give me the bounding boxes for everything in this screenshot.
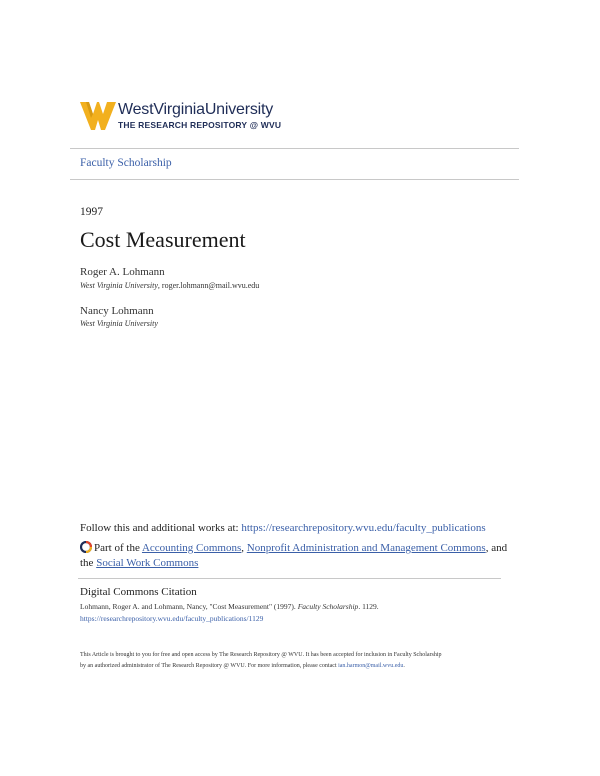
citation-text xyxy=(80,602,379,611)
part-of-separator: , xyxy=(241,542,247,554)
nonprofit-commons-link[interactable]: Nonprofit Administration and Management Commons xyxy=(246,542,486,554)
follow-label: Follow this and additional works at: xyxy=(80,522,242,534)
notice-line2-prefix: by an authorized administrator of The Research Repository @ WVU. For more information, please contact xyxy=(80,663,339,669)
follow-line xyxy=(80,522,486,534)
social-work-commons-link[interactable]: Social Work Commons xyxy=(96,557,199,569)
part-of-line2-prefix: the xyxy=(80,557,97,569)
access-notice xyxy=(80,650,442,672)
citation-prefix: Lohmann, Roger A. and Lohmann, Nancy, "Cost Measurement" (1997). xyxy=(80,602,298,611)
citation-heading: Digital Commons Citation xyxy=(80,586,197,598)
citation-journal: Faculty Scholarship xyxy=(297,602,359,611)
part-of-commons xyxy=(80,541,507,571)
part-of-line-2 xyxy=(80,556,507,571)
author-name: Nancy Lohmann xyxy=(80,305,154,317)
part-of-prefix: Part of the xyxy=(94,542,142,554)
contact-email-link[interactable]: ian.harmon@mail.wvu.edu xyxy=(338,663,404,669)
wvu-flying-wv-icon xyxy=(80,100,116,132)
wvu-logo xyxy=(80,100,300,136)
notice-line-1: This Article is brought to you for free and open access by The Research Repository @ WVU. It has been accepted for inclusion in Faculty Scholarship xyxy=(80,652,442,658)
author-affiliation xyxy=(80,281,259,290)
header-divider-top xyxy=(70,148,519,149)
publication-year: 1997 xyxy=(80,206,103,218)
citation-suffix: . 1129. xyxy=(358,602,379,611)
bepress-network-icon xyxy=(80,541,92,553)
citation-url-link[interactable]: https://researchrepository.wvu.edu/faculty_publications/1129 xyxy=(80,614,264,623)
notice-line-2 xyxy=(80,661,442,672)
repository-url-link[interactable]: https://researchrepository.wvu.edu/faculty_publications xyxy=(241,522,486,534)
author-name: Roger A. Lohmann xyxy=(80,266,165,278)
part-of-separator: , and xyxy=(485,542,508,554)
header-divider-bottom xyxy=(70,179,519,180)
collection-link[interactable]: Faculty Scholarship xyxy=(80,157,172,169)
author-affiliation: West Virginia University xyxy=(80,319,158,328)
citation-divider xyxy=(78,578,501,579)
notice-line2-suffix: . xyxy=(403,663,405,669)
affiliation-text: West Virginia University xyxy=(80,281,158,290)
logo-repository-subtitle: THE RESEARCH REPOSITORY @ WVU xyxy=(118,120,282,130)
accounting-commons-link[interactable]: Accounting Commons xyxy=(141,542,242,554)
article-title: Cost Measurement xyxy=(80,227,246,252)
author-email[interactable]: , roger.lohmann@mail.wvu.edu xyxy=(157,281,260,290)
part-of-line-1 xyxy=(80,541,507,556)
logo-university-name: WestVirginiaUniversity xyxy=(118,101,274,118)
